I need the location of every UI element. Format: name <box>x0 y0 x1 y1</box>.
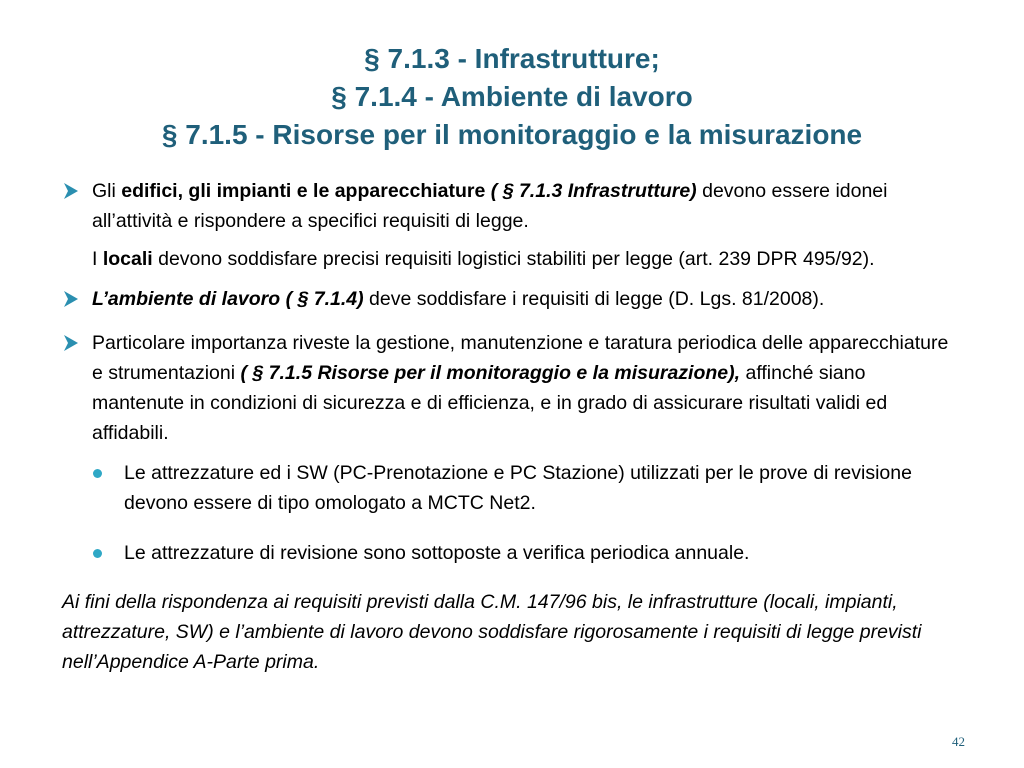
bold-italic-ref: L’ambiente di lavoro ( § 7.1.4) <box>92 288 364 310</box>
arrow-bullet-icon <box>62 181 80 201</box>
title-line-2: § 7.1.4 - Ambiente di lavoro <box>331 81 693 112</box>
list-item-ambiente <box>62 284 962 314</box>
text: I <box>92 248 103 270</box>
text: Le attrezzature ed i SW (PC-Prenotazione e PC Stazione) utilizzati per le prove di revisione devono essere di tipo omologato a MCTC Net2. <box>124 462 912 514</box>
page-number: 42 <box>952 734 965 749</box>
list-item-locali <box>62 244 962 274</box>
text: Particolare importanza riveste la gestione, manutenzione e taratura periodica delle apparecchiature e strumentazioni <box>92 332 949 384</box>
arrow-bullet-icon <box>62 333 80 353</box>
dot-bullet-icon <box>93 469 102 478</box>
slide-body <box>62 176 962 697</box>
closing-note: Ai fini della rispondenza ai requisiti previsti dalla C.M. 147/96 bis, le infrastrutture (locali, impianti, attrezzature, SW) e l’ambiente di lavoro devono soddisfare rigorosamente i requisiti di legge previsti nell’Appendice A-Parte prima. <box>62 591 922 673</box>
list-item-taratura <box>62 328 962 448</box>
text: Le attrezzature di revisione sono sottoposte a verifica periodica annuale. <box>124 541 750 564</box>
bold-italic-ref: ( § 7.1.5 Risorse per il monitoraggio e la misurazione), <box>240 362 741 384</box>
text: Gli <box>92 180 122 202</box>
arrow-bullet-icon <box>62 289 80 309</box>
text: deve soddisfare i requisiti di legge (D. Lgs. 81/2008). <box>363 288 825 310</box>
bold-italic-ref: ( § 7.1.3 Infrastrutture) <box>485 180 697 202</box>
title-line-3: § 7.1.5 - Risorse per il monitoraggio e la misurazione <box>161 119 863 150</box>
list-item-infrastrutture <box>62 176 962 236</box>
bold-text: locali <box>102 248 153 270</box>
text: devono essere idonei all’attività e rispondere a specifici requisiti di legge. <box>92 180 888 232</box>
text: devono soddisfare precisi requisiti logistici stabiliti per legge (art. 239 DPR 495/92). <box>152 248 875 270</box>
slide-title <box>0 40 1024 154</box>
title-line-1: § 7.1.3 - Infrastrutture; <box>364 43 660 74</box>
text: affinché siano mantenute in condizioni di sicurezza e di efficienza, e in grado di assicurare risultati validi ed affidabili. <box>92 362 888 444</box>
dot-bullet-icon <box>93 549 102 558</box>
sub-item-omologazione <box>62 458 962 518</box>
sub-item-verifica <box>62 538 962 568</box>
bold-text: edifici, gli impianti e le apparecchiature <box>121 180 486 202</box>
